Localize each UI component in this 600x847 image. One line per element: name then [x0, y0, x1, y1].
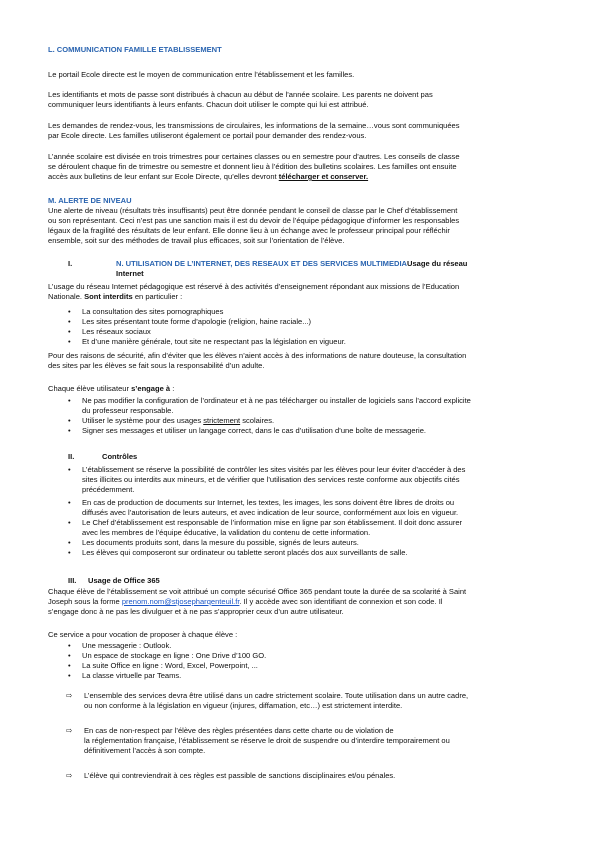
section-l-paragraph-3 [48, 121, 553, 141]
section-l-title: L. COMMUNICATION FAMILLE ETABLISSEMENT [48, 45, 222, 54]
section-m-title: M. ALERTE DE NIVEAU [48, 196, 132, 205]
text-line: Chaque élève de l’établissement se voit attribué un compte sécurisé Office 365 pendant toute la durée de sa scolarité à Saint [48, 587, 467, 596]
list-item: • Les sites présentant toute forme d’apologie (religion, haine raciale...) [68, 317, 554, 327]
list-item: • Signer ses messages et utiliser un langage correct, dans le cas d’utilisation d’une boîte de messagerie. [68, 426, 554, 436]
rule-item [66, 726, 554, 756]
list-item [68, 518, 554, 538]
arrow-right-icon: ⇨ [66, 726, 73, 735]
section-l-paragraph-2 [48, 90, 553, 110]
section-office-number: III. [68, 576, 77, 585]
text-line: s’engage donc à ne pas les divulguer et à ne pas s’approprier ceux d’un autre utilisateur. [48, 607, 344, 616]
list-item: • Les réseaux sociaux [68, 327, 554, 337]
section-office-paragraph [48, 587, 553, 617]
text-line: ensemble, soit sur des méthodes de travail plus efficaces, soit sur l’orientation de l’élève. [48, 236, 345, 245]
list-item: • Un espace de stockage en ligne : One Drive d’100 GO. [68, 651, 554, 661]
text-line: sites illicites ou interdits aux mineurs, et de vérifier que l’utilisation des services reste conforme aux objectifs cités [82, 475, 460, 484]
text-line: définitivement l’accès à son compte. [84, 746, 206, 755]
text-span: : [170, 384, 175, 393]
emphasis-text: télécharger et conserver. [278, 172, 369, 181]
text-span: . Il y accède avec son identifiant de connexion et son code. Il [239, 597, 443, 606]
text-line: En cas de non-respect par l’élève des règles présentées dans cette charte ou de violation de [84, 726, 394, 735]
text-span: scolaires. [240, 416, 275, 425]
forbidden-list [68, 307, 554, 347]
text-line: par Ecole directe. Les familles utiliseront également ce portail pour demander des rendez-vous. [48, 131, 367, 140]
section-n-paragraph-3 [48, 384, 553, 394]
section-n-subtitle: Usage du réseau [407, 259, 468, 268]
text-line [48, 172, 553, 182]
section-office-heading [68, 576, 160, 586]
text-line: du professeur responsable. [82, 406, 174, 415]
text-line: Une alerte de niveau (résultats très insuffisants) peut être donnée pendant le conseil de classe par le Chef d’établissement [48, 206, 458, 215]
controles-list [68, 465, 554, 558]
text-line: • Ne pas modifier la configuration de l’ordinateur et à ne pas télécharger ou installer de logiciels sans l’accord explicite [82, 396, 471, 405]
email-link[interactable]: prenom.nom@stjosepharqenteuil.fr [121, 597, 240, 606]
office-rules [66, 691, 554, 781]
section-n-title: N. UTILISATION DE L’INTERNET, DES RESEAUX ET DES SERVICES MULTIMEDIA [116, 259, 408, 268]
text-line: L’ensemble des services devra être utilisé dans un cadre strictement scolaire. Toute utilisation dans un autre cadre, [84, 691, 469, 700]
section-l-paragraph-4 [48, 152, 553, 182]
section-n-heading [68, 259, 467, 269]
emphasis-text: s’engage à [131, 384, 171, 393]
list-item [68, 465, 554, 495]
text-line: communiquer leurs identifiants à leurs enfants. Chacun doit utiliser le compte qui lui est attribué. [48, 100, 369, 109]
section-office-title: Usage de Office 365 [88, 576, 160, 585]
section-n-number: I. [68, 259, 73, 268]
text-line: légaux de la fragilité des résultats de leur enfant. Elle donne lieu à un échange avec le professeur principal pour réfléchir [48, 226, 450, 235]
text-span: Joseph sous la forme [48, 597, 122, 606]
list-item: • Une messagerie : Outlook. [68, 641, 554, 651]
arrow-right-icon: ⇨ [66, 691, 73, 700]
list-item: • Et d’une manière générale, tout site ne respectant pas la législation en vigueur. [68, 337, 554, 347]
text-line: Pour des raisons de sécurité, afin d’éviter que les élèves n’aient accès à des informations de nature douteuse, la consultation [48, 351, 467, 360]
office-services-list [68, 641, 554, 681]
text-line: • L’établissement se réserve la possibilité de contrôler les sites visités par les élèves pour leur éviter d’accéder à des [82, 465, 466, 474]
list-item: • La classe virtuelle par Teams. [68, 671, 554, 681]
text-line: se déroulent chaque fin de trimestre ou semestre et donnent lieu à l’édition des bulletins scolaires. Les familles ont ensuite [48, 162, 457, 171]
text-line: des sites par les élèves se fait sous la responsabilité d’un adulte. [48, 361, 265, 370]
list-item: • Les documents produits sont, dans la mesure du possible, signés de leurs auteurs. [68, 538, 554, 548]
list-item: • La consultation des sites pornographiques [68, 307, 554, 317]
section-n-subtitle-cont: Internet [116, 269, 144, 278]
list-item: • La suite Office en ligne : Word, Excel, Powerpoint, ... [68, 661, 554, 671]
list-item [68, 396, 554, 416]
text-line: L’usage du réseau Internet pédagogique est réservé à des activités d’enseignement répondant aux missions de l’Education [48, 282, 460, 291]
list-item [68, 416, 554, 426]
text-line: L’année scolaire est divisée en trois trimestres pour certaines classes ou en semestre pour d’autres. Les conseils de classe [48, 152, 460, 161]
text-line: la réglementation française, l’établissement se réserve le droit de suspendre ou d’interdire temporairement ou [84, 736, 450, 745]
text-span: Chaque élève utilisateur [48, 384, 132, 393]
text-line: Les demandes de rendez-vous, les transmissions de circulaires, les informations de la semaine…vous sont communiquées [48, 121, 460, 130]
text-line: L’élève qui contreviendrait à ces règles est passible de sanctions disciplinaires et/ou pénales. [84, 771, 396, 780]
rule-item [66, 691, 554, 711]
text-line: avec les membres de l’équipe éducative, la validation du contenu de cette information. [82, 528, 371, 537]
text-span: en particulier : [132, 292, 183, 301]
list-item: • Les élèves qui composeront sur ordinateur ou tablette seront placés dos aux surveillants de salle. [68, 548, 554, 558]
text-line: • Le Chef d’établissement est responsable de l’information mise en ligne par son établissement. Il doit donc assurer [82, 518, 463, 527]
text-line [48, 292, 553, 302]
text-line: ou non conforme à la législation en vigueur (injures, diffamation, etc…) est strictement interdite. [84, 701, 403, 710]
section-office-intro: Ce service a pour vocation de proposer à chaque élève : [48, 630, 238, 639]
text-line: précédemment. [82, 485, 135, 494]
arrow-right-icon: ⇨ [66, 771, 73, 780]
text-span: Nationale. [48, 292, 85, 301]
section-controles-title: Contrôles [102, 452, 138, 461]
rule-item [66, 771, 554, 781]
text-span: Utiliser le système pour des usages [82, 416, 204, 425]
text-line [48, 597, 553, 607]
section-l-paragraph-1: Le portail Ecole directe est le moyen de communication entre l’établissement et les familles. [48, 70, 355, 79]
list-item [68, 498, 554, 518]
section-n-paragraph-1 [48, 282, 553, 302]
section-controles-heading [68, 452, 137, 462]
text-line: diffusés avec l’autorisation de leurs auteurs, et avec indication de leur source, conformément aux lois en vigueur. [82, 508, 459, 517]
text-line: ou son représentant. Ceci n’est pas une sanction mais il est du devoir de l’équipe pédagogique d’informer les responsables [48, 216, 460, 225]
section-m-paragraph [48, 206, 553, 246]
section-n-paragraph-2 [48, 351, 553, 371]
text-line: Les identifiants et mots de passe sont distribués à chacun au début de l’année scolaire. Les parents ne doivent pas [48, 90, 433, 99]
text-line: • En cas de production de documents sur Internet, les textes, les images, les sons doivent être libres de droits ou [82, 498, 455, 507]
emphasis-text: Sont interdits [84, 292, 133, 301]
section-controles-number: II. [68, 452, 75, 461]
engagement-list [68, 396, 554, 436]
text-span: accès aux bulletins de leur enfant sur Ecole Directe, qu’elles devront [48, 172, 279, 181]
emphasis-text: strictement [203, 416, 241, 425]
